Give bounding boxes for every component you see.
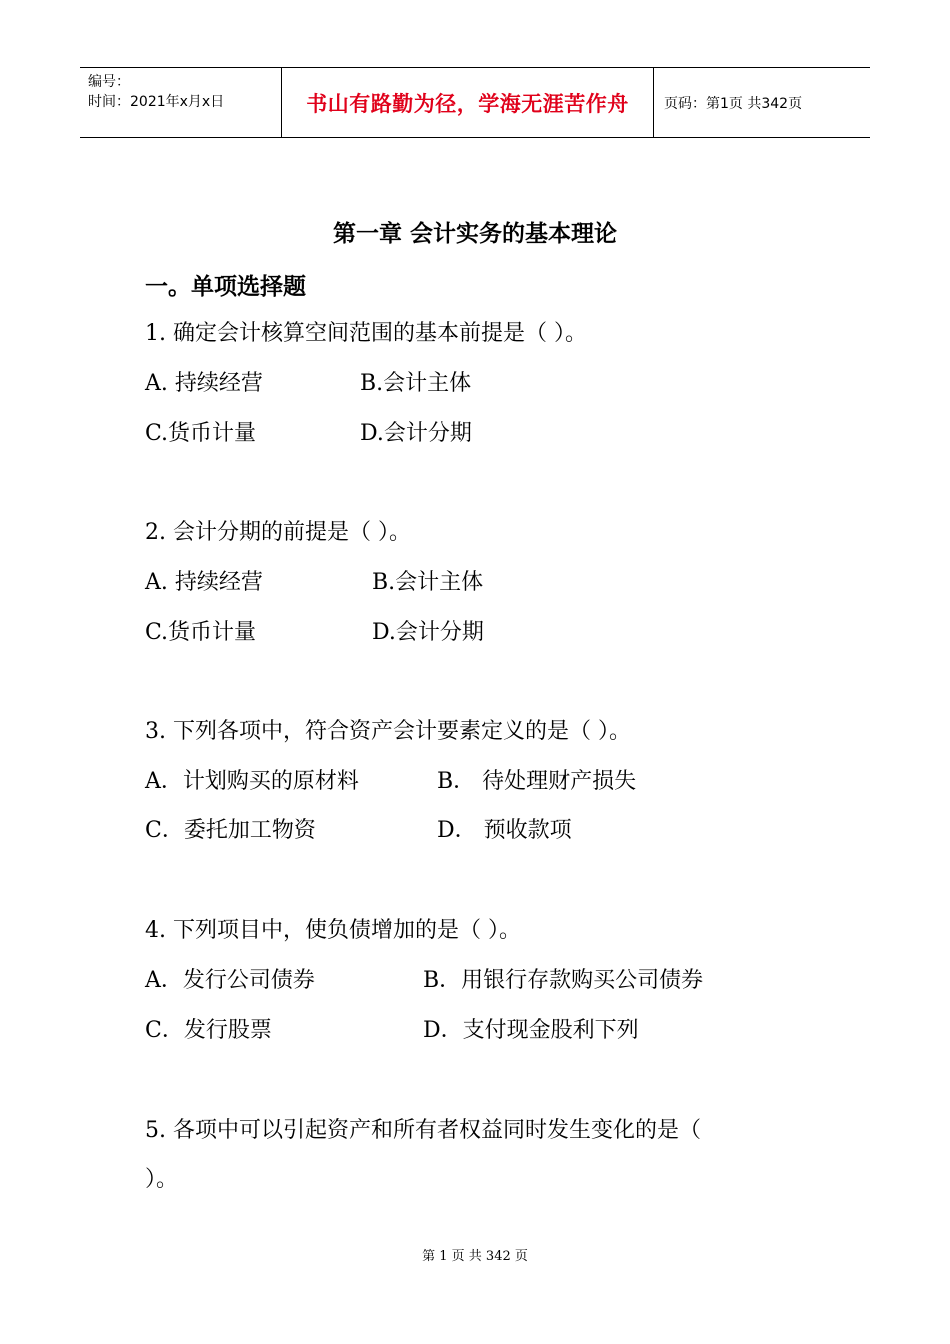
- question-2-option-c: C.货币计量: [145, 620, 257, 645]
- question-3-option-b: B． 待处理财产损失: [437, 769, 637, 794]
- section-title: 一。单项选择题: [145, 274, 306, 300]
- question-3-option-d: D． 预收款项: [437, 818, 572, 843]
- question-4-option-d: D．支付现金股利下列: [423, 1018, 639, 1043]
- question-1-option-b: B.会计主体: [360, 371, 472, 396]
- question-1-option-c: C.货币计量: [145, 421, 257, 446]
- question-2-option-a: A. 持续经营: [145, 570, 263, 595]
- question-1-option-d: D.会计分期: [360, 421, 472, 446]
- question-3-option-c: C．委托加工物资: [145, 818, 316, 843]
- header-meta-cell: [80, 68, 282, 137]
- number-label: 编号：: [88, 74, 130, 90]
- header-page-info: 页码：第1页 共342页: [664, 95, 803, 112]
- question-5-stem-line-2: ）。: [145, 1167, 179, 1192]
- question-2-option-d: D.会计分期: [372, 620, 484, 645]
- question-4-stem: 4. 下列项目中，使负债增加的是（ ）。: [145, 918, 521, 943]
- question-4-option-c: C．发行股票: [145, 1018, 272, 1043]
- question-3-stem: 3. 下列各项中，符合资产会计要素定义的是（ ）。: [145, 719, 631, 744]
- question-4-option-b: B．用银行存款购买公司债券: [423, 968, 704, 993]
- question-2-stem: 2. 会计分期的前提是（ ）。: [145, 520, 411, 545]
- question-2-option-b: B.会计主体: [372, 570, 484, 595]
- time-label: 时间：2021年x月x日: [88, 94, 225, 110]
- question-3-option-a: A．计划购买的原材料: [145, 769, 359, 794]
- header-motto: 书山有路勤为径，学海无涯苦作舟: [282, 68, 654, 137]
- question-4-option-a: A．发行公司债券: [145, 968, 315, 993]
- document-header: [80, 67, 870, 138]
- chapter-title: 第一章 会计实务的基本理论: [332, 221, 617, 247]
- question-1-stem: 1. 确定会计核算空间范围的基本前提是（ ）。: [145, 321, 587, 346]
- page-footer: 第 1 页 共 342 页: [422, 1249, 528, 1264]
- question-5-stem-line-1: 5. 各项中可以引起资产和所有者权益同时发生变化的是（: [145, 1118, 701, 1143]
- question-1-option-a: A. 持续经营: [145, 371, 263, 396]
